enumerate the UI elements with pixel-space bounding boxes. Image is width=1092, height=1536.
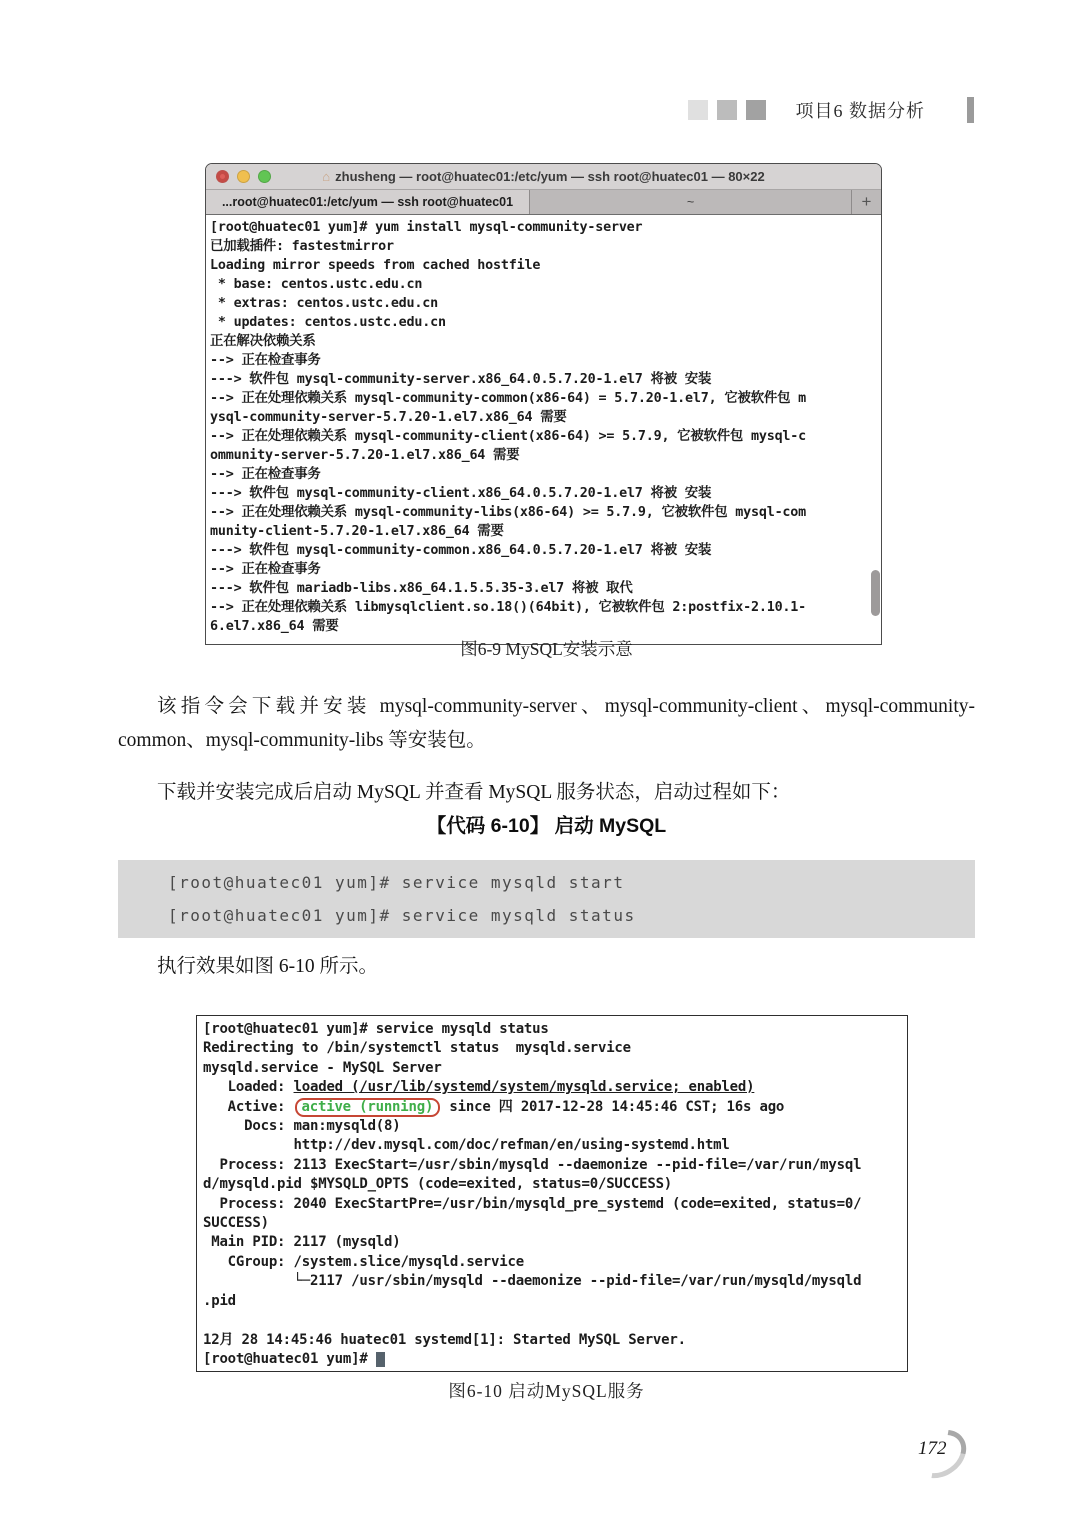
decoration-square bbox=[688, 100, 708, 120]
terminal-line: ---> 软件包 mysql-community-server.x86_64.0.5.7.20-1.el7 将被 安装 bbox=[210, 372, 712, 387]
traffic-lights bbox=[206, 170, 271, 183]
terminal-line: --> 正在处理依赖关系 mysql-community-libs(x86-64) >= 5.7.9, 它被软件包 mysql-com bbox=[210, 505, 807, 520]
terminal-prompt-line bbox=[203, 1350, 907, 1369]
minimize-button[interactable] bbox=[237, 170, 250, 183]
terminal-line: ---> 软件包 mariadb-libs.x86_64.1.5.5.35-3.el7 将被 取代 bbox=[210, 581, 633, 596]
terminal-line: CGroup: /system.slice/mysqld.service bbox=[203, 1253, 524, 1270]
terminal-lines bbox=[203, 1117, 907, 1350]
terminal-line-active bbox=[203, 1098, 907, 1117]
terminal-lines bbox=[210, 218, 879, 636]
terminal-line bbox=[203, 1311, 907, 1330]
terminal-line: mysqld.service - MySQL Server bbox=[203, 1059, 442, 1076]
loaded-prefix: Loaded: bbox=[203, 1079, 294, 1096]
tab-home-shell[interactable]: ~ bbox=[530, 190, 851, 214]
terminal-line: Docs: man:mysqld(8) bbox=[203, 1118, 401, 1135]
window-title bbox=[206, 164, 881, 190]
tab-ssh-session[interactable]: ...root@huatec01:/etc/yum — ssh root@huatec01 bbox=[206, 190, 530, 214]
header-decoration-bar bbox=[967, 97, 974, 123]
terminal-line: ommunity-server-5.7.20-1.el7.x86_64 需要 bbox=[210, 448, 520, 463]
decoration-square bbox=[717, 100, 737, 120]
figure-caption-6-10: 图6-10 启动MySQL服务 bbox=[448, 1381, 645, 1401]
terminal-window-fig9 bbox=[205, 163, 882, 645]
window-title-text: zhusheng — root@huatec01:/etc/yum — ssh root@huatec01 — 80×22 bbox=[335, 168, 765, 184]
terminal-cursor bbox=[376, 1352, 385, 1367]
paragraph: 下载并安装完成后启动 MySQL 并查看 MySQL 服务状态，启动过程如下： bbox=[157, 782, 791, 803]
terminal-titlebar[interactable] bbox=[206, 164, 881, 190]
active-running-annotation bbox=[295, 1098, 441, 1117]
terminal-line: * extras: centos.ustc.edu.cn bbox=[210, 296, 438, 311]
terminal-line: [root@huatec01 yum]# yum install mysql-community-server bbox=[210, 220, 643, 235]
terminal-line: d/mysqld.pid $MYSQLD_OPTS (code=exited, status=0/SUCCESS) bbox=[203, 1176, 673, 1193]
terminal-line: 12月 28 14:45:46 huatec01 systemd[1]: Started MySQL Server. bbox=[203, 1331, 686, 1348]
loaded-value: loaded (/usr/lib/systemd/system/mysqld.service; enabled) bbox=[293, 1079, 755, 1096]
terminal-line: http://dev.mysql.com/doc/refman/en/using-systemd.html bbox=[203, 1137, 730, 1154]
code-line: [root@huatec01 yum]# service mysqld start bbox=[168, 873, 625, 892]
page-number-badge bbox=[908, 1430, 974, 1486]
terminal-line: ---> 软件包 mysql-community-client.x86_64.0.5.7.20-1.el7 将被 安装 bbox=[210, 486, 712, 501]
terminal-line: Redirecting to /bin/systemctl status mysqld.service bbox=[203, 1040, 631, 1057]
terminal-line: └─2117 /usr/sbin/mysqld --daemonize --pid-file=/var/run/mysqld/mysqld bbox=[203, 1273, 862, 1290]
terminal-tabbar bbox=[206, 190, 881, 215]
terminal-line: --> 正在处理依赖关系 mysql-community-client(x86-64) >= 5.7.9, 它被软件包 mysql-c bbox=[210, 429, 807, 444]
terminal-line: 已加载插件: fastestmirror bbox=[210, 239, 394, 254]
active-running-status: active (running) bbox=[301, 1098, 434, 1115]
terminal-line: 6.el7.x86_64 需要 bbox=[210, 619, 339, 634]
active-suffix: since 四 2017-12-28 14:45:46 CST; 16s ago bbox=[441, 1098, 785, 1115]
terminal-line: munity-client-5.7.20-1.el7.x86_64 需要 bbox=[210, 524, 504, 539]
paragraph: 执行效果如图 6-10 所示。 bbox=[157, 956, 378, 977]
terminal-line: --> 正在处理依赖关系 libmysqlclient.so.18()(64bit), 它被软件包 2:postfix-2.10.1- bbox=[210, 600, 807, 615]
header-decoration-squares bbox=[688, 100, 766, 120]
terminal-line: --> 正在检查事务 bbox=[210, 353, 321, 368]
zoom-button[interactable] bbox=[258, 170, 271, 183]
terminal-line: 正在解决依赖关系 bbox=[210, 334, 316, 349]
terminal-line: .pid bbox=[203, 1292, 236, 1309]
terminal-line: Loading mirror speeds from cached hostfile bbox=[210, 258, 541, 273]
code-listing-heading: 【代码 6-10】 启动 MySQL bbox=[426, 815, 667, 837]
decoration-square bbox=[746, 100, 766, 120]
terminal-line: * updates: centos.ustc.edu.cn bbox=[210, 315, 446, 330]
active-prefix: Active: bbox=[203, 1098, 294, 1115]
terminal-line: Process: 2113 ExecStart=/usr/sbin/mysqld --daemonize --pid-file=/var/run/mysql bbox=[203, 1156, 862, 1173]
terminal-line: Process: 2040 ExecStartPre=/usr/bin/mysqld_pre_systemd (code=exited, status=0/ bbox=[203, 1195, 862, 1212]
prompt-text: [root@huatec01 yum]# bbox=[203, 1350, 376, 1367]
terminal-window-fig10 bbox=[196, 1015, 908, 1372]
terminal-line: --> 正在处理依赖关系 mysql-community-common(x86-64) = 5.7.20-1.el7, 它被软件包 m bbox=[210, 391, 807, 406]
chapter-title: 项目6 数据分析 bbox=[795, 101, 925, 121]
terminal-line-loaded bbox=[203, 1078, 907, 1097]
terminal-line: ---> 软件包 mysql-community-common.x86_64.0.5.7.20-1.el7 将被 安装 bbox=[210, 543, 712, 558]
code-line: [root@huatec01 yum]# service mysqld status bbox=[168, 906, 636, 925]
terminal-line: ysql-community-server-5.7.20-1.el7.x86_64 需要 bbox=[210, 410, 567, 425]
scrollbar-thumb[interactable] bbox=[871, 570, 880, 616]
terminal-lines bbox=[203, 1020, 907, 1078]
home-icon: ⌂ bbox=[322, 168, 331, 184]
terminal-output-fig9 bbox=[206, 215, 881, 644]
new-tab-button[interactable]: + bbox=[851, 190, 881, 214]
terminal-line: --> 正在检查事务 bbox=[210, 467, 321, 482]
terminal-line: * base: centos.ustc.edu.cn bbox=[210, 277, 423, 292]
terminal-line: [root@huatec01 yum]# service mysqld status bbox=[203, 1021, 549, 1037]
close-button[interactable] bbox=[216, 170, 229, 183]
page-number: 172 bbox=[918, 1438, 947, 1459]
paragraph: 该指令会下载并安装 mysql-community-server、mysql-community-client、mysql-community-common、mysql-community-libs 等安装包。 bbox=[118, 696, 975, 751]
terminal-line: Main PID: 2117 (mysqld) bbox=[203, 1234, 401, 1251]
figure-caption-6-9: 图6-9 MySQL安装示意 bbox=[460, 639, 633, 659]
terminal-line: SUCCESS) bbox=[203, 1215, 269, 1232]
code-block bbox=[118, 860, 975, 938]
terminal-line: --> 正在检查事务 bbox=[210, 562, 321, 577]
page-header bbox=[688, 97, 975, 123]
